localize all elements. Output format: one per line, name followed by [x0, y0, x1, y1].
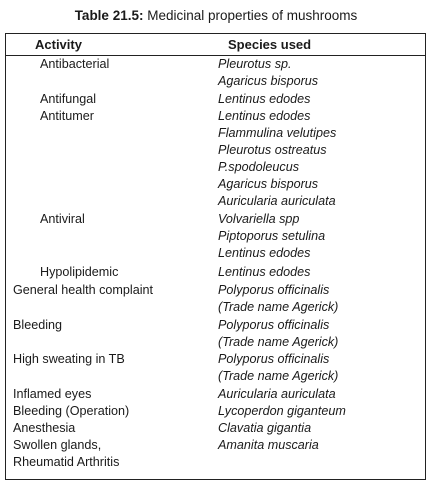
species-item: (Trade name Agerick) — [218, 335, 339, 349]
species-item: Lentinus edodes — [218, 246, 311, 260]
species-item: Polyporus officinalis — [218, 283, 330, 297]
activity-antitumer: Antitumer — [40, 109, 94, 123]
species-item: Polyporus officinalis — [218, 318, 330, 332]
species-item: Agaricus bisporus — [218, 74, 319, 88]
table-title: Medicinal properties of mushrooms — [143, 8, 358, 23]
header-species: Species used — [228, 37, 312, 52]
activity-swollen-glands: Swollen glands, — [13, 438, 102, 452]
species-item: Amanita muscaria — [218, 438, 319, 452]
activity-antifungal: Antifungal — [40, 92, 97, 106]
activity-antibacterial: Antibacterial — [40, 57, 110, 71]
mushroom-table — [5, 33, 426, 480]
species-item: Lycoperdon giganteum — [218, 404, 346, 418]
activity-bleeding-operation: Bleeding (Operation) — [13, 404, 130, 418]
species-item: (Trade name Agerick) — [218, 369, 339, 383]
species-item: Polyporus officinalis — [218, 352, 330, 366]
species-item: Lentinus edodes — [218, 265, 311, 279]
activity-inflamed-eyes: Inflamed eyes — [13, 387, 92, 401]
species-item: Clavatia gigantia — [218, 421, 312, 435]
activity-hypolipidemic: Hypolipidemic — [40, 265, 119, 279]
header-activity: Activity — [35, 37, 82, 52]
species-item: Auricularia auriculata — [218, 194, 336, 208]
species-item: Pleurotus sp. — [218, 57, 292, 71]
activity-bleeding: Bleeding — [13, 318, 63, 332]
species-item: Pleurotus ostreatus — [218, 143, 327, 157]
activity-rheumatid-arthritis: Rheumatid Arthritis — [13, 455, 120, 469]
species-item: Volvariella spp — [218, 212, 300, 226]
header-divider — [6, 55, 425, 56]
table-caption — [0, 8, 432, 24]
species-item: P.spodoleucus — [218, 160, 299, 174]
species-item: Agaricus bisporus — [218, 177, 319, 191]
species-item: Auricularia auriculata — [218, 387, 336, 401]
species-item: Piptoporus setulina — [218, 229, 326, 243]
species-item: Flammulina velutipes — [218, 126, 337, 140]
activity-general-health: General health complaint — [13, 283, 154, 297]
activity-high-sweating: High sweating in TB — [13, 352, 125, 366]
table-number: Table 21.5: — [74, 8, 144, 23]
species-item: Lentinus edodes — [218, 92, 311, 106]
species-item: Lentinus edodes — [218, 109, 311, 123]
species-item: (Trade name Agerick) — [218, 300, 339, 314]
activity-antiviral: Antiviral — [40, 212, 85, 226]
activity-anesthesia: Anesthesia — [13, 421, 76, 435]
